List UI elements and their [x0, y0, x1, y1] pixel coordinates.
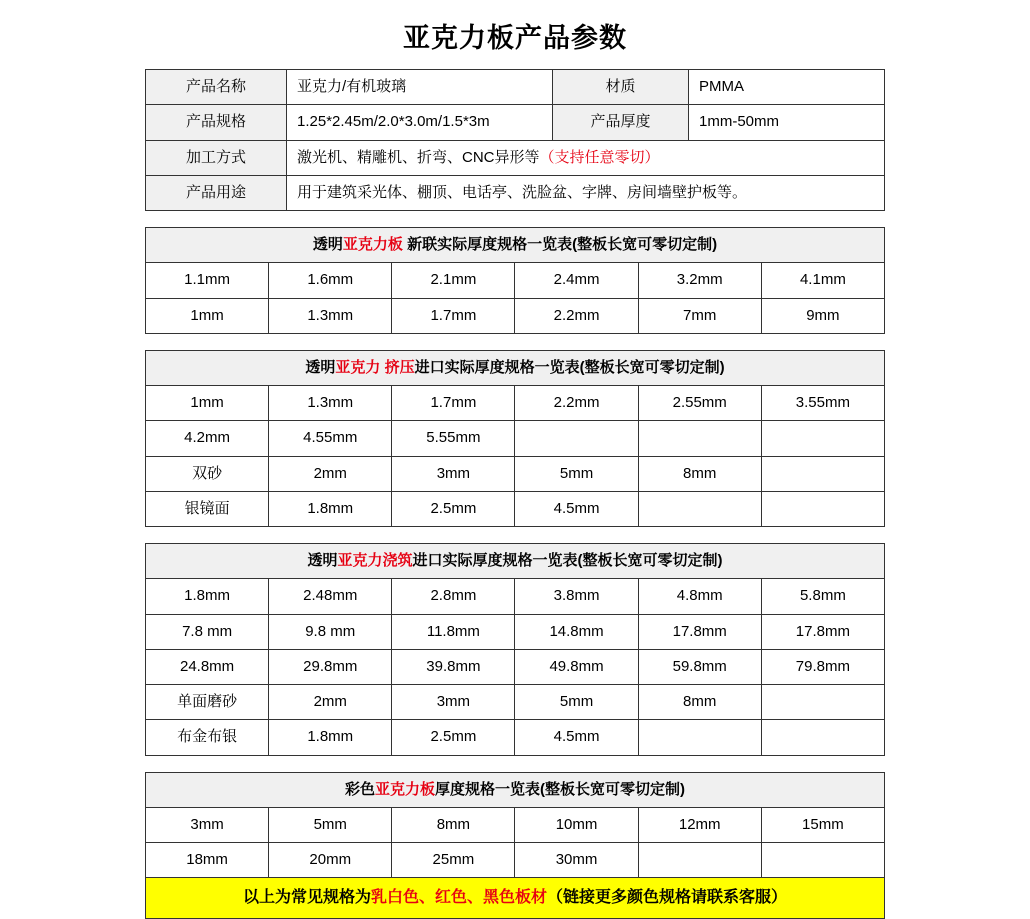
cell: 1.3mm [269, 298, 392, 333]
basic-spec-table [145, 69, 885, 211]
footer-note-row [146, 878, 885, 919]
spec-label-product-size: 产品规格 [146, 105, 287, 140]
cell: 1.8mm [146, 579, 269, 614]
table-row [146, 720, 885, 755]
cell: 3mm [146, 807, 269, 842]
spacer [0, 756, 1030, 772]
cell: 1.7mm [392, 386, 515, 421]
table-row [146, 175, 885, 210]
table-row [146, 70, 885, 105]
cell: 4.2mm [146, 421, 269, 456]
cell: 8mm [392, 807, 515, 842]
table-row [146, 298, 885, 333]
cell: 3.2mm [638, 263, 761, 298]
processing-note: （支持任意零切） [539, 148, 660, 166]
footer-pre: 以上为常见规格为 [242, 889, 371, 907]
table-row [146, 685, 885, 720]
spec-value-material: PMMA [689, 70, 885, 105]
section-header-row [146, 544, 885, 579]
table-row [146, 263, 885, 298]
cell: 7.8 mm [146, 614, 269, 649]
xinlian-block [145, 227, 885, 334]
cell: 11.8mm [392, 614, 515, 649]
cell: 布金布银 [146, 720, 269, 755]
cell: 1.7mm [392, 298, 515, 333]
header-pre: 彩色 [344, 780, 375, 798]
table-row [146, 649, 885, 684]
cell: 4.55mm [269, 421, 392, 456]
cell: 18mm [146, 843, 269, 878]
extruded-table [145, 350, 885, 527]
cell: 4.5mm [515, 720, 638, 755]
cell: 25mm [392, 843, 515, 878]
footer-red: 乳白色、红色、黑色板材 [370, 889, 547, 907]
header-pre: 透明 [312, 236, 343, 253]
cell: 2.2mm [515, 298, 638, 333]
spec-label-thickness: 产品厚度 [553, 105, 689, 140]
cell: 17.8mm [638, 614, 761, 649]
spacer [0, 527, 1030, 543]
header-post: 进口实际厚度规格一览表(整板长宽可零切定制) [414, 358, 725, 376]
cell: 5.8mm [761, 579, 884, 614]
header-post: 厚度规格一览表(整板长宽可零切定制) [435, 780, 686, 798]
cell [638, 720, 761, 755]
spec-value-product-size: 1.25*2.45m/2.0*3.0m/1.5*3m [287, 105, 553, 140]
cell [638, 843, 761, 878]
cell: 5.55mm [392, 421, 515, 456]
footer-post: （链接更多颜色规格请联系客服） [547, 889, 788, 907]
spec-value-product-name: 亚克力/有机玻璃 [287, 70, 553, 105]
table-row [146, 843, 885, 878]
cell: 39.8mm [392, 649, 515, 684]
cell [761, 491, 884, 526]
cell: 29.8mm [269, 649, 392, 684]
cell: 4.8mm [638, 579, 761, 614]
section-header-row [146, 772, 885, 807]
cell [761, 456, 884, 491]
cell: 2.1mm [392, 263, 515, 298]
cell: 59.8mm [638, 649, 761, 684]
cell: 1.1mm [146, 263, 269, 298]
processing-text: 激光机、精雕机、折弯、CNC异形等 [297, 148, 540, 166]
table-row [146, 491, 885, 526]
color-block [145, 772, 885, 919]
cell: 2.8mm [392, 579, 515, 614]
cell: 9mm [761, 298, 884, 333]
section-header-row [146, 228, 885, 263]
cell: 3.8mm [515, 579, 638, 614]
header-red: 亚克力 挤压 [335, 358, 415, 376]
cell: 双砂 [146, 456, 269, 491]
header-red: 亚克力板 [375, 780, 436, 798]
header-mid: 新联 [402, 236, 438, 253]
cell: 4.1mm [761, 263, 884, 298]
header-pre: 透明 [307, 552, 338, 569]
cell: 3mm [392, 685, 515, 720]
cell: 79.8mm [761, 649, 884, 684]
spec-label-usage: 产品用途 [146, 175, 287, 210]
xinlian-header [146, 228, 885, 263]
cell: 1.6mm [269, 263, 392, 298]
cell [515, 421, 638, 456]
footer-note [146, 878, 885, 919]
spec-label-processing: 加工方式 [146, 140, 287, 175]
cell: 2.5mm [392, 720, 515, 755]
cell: 8mm [638, 456, 761, 491]
table-row [146, 386, 885, 421]
cell [761, 720, 884, 755]
xinlian-table [145, 227, 885, 334]
cell [638, 491, 761, 526]
cast-block [145, 543, 885, 756]
cell: 1mm [146, 298, 269, 333]
cell [761, 685, 884, 720]
cell: 30mm [515, 843, 638, 878]
header-post: 实际厚度规格一览表(整板长宽可零切定制) [437, 236, 718, 253]
spec-value-processing [287, 140, 885, 175]
table-row [146, 421, 885, 456]
cell: 5mm [515, 685, 638, 720]
cell: 14.8mm [515, 614, 638, 649]
table-row [146, 614, 885, 649]
cell: 8mm [638, 685, 761, 720]
cell [638, 421, 761, 456]
cell: 1.3mm [269, 386, 392, 421]
cell: 2.4mm [515, 263, 638, 298]
basic-spec-block [145, 69, 885, 211]
header-red: 亚克力板 [342, 236, 403, 253]
spacer [0, 334, 1030, 350]
cell: 1mm [146, 386, 269, 421]
cell: 17.8mm [761, 614, 884, 649]
cell [761, 843, 884, 878]
cell: 20mm [269, 843, 392, 878]
color-header [146, 772, 885, 807]
extruded-header [146, 350, 885, 385]
cell: 3.55mm [761, 386, 884, 421]
cell: 3mm [392, 456, 515, 491]
cell: 银镜面 [146, 491, 269, 526]
cell: 5mm [269, 807, 392, 842]
spec-label-product-name: 产品名称 [146, 70, 287, 105]
cell: 24.8mm [146, 649, 269, 684]
header-post: 进口实际厚度规格一览表(整板长宽可零切定制) [412, 552, 723, 569]
header-pre: 透明 [305, 358, 336, 376]
page-title: 亚克力板产品参数 [403, 23, 627, 53]
spec-label-material: 材质 [553, 70, 689, 105]
cell: 2.2mm [515, 386, 638, 421]
cell: 2mm [269, 456, 392, 491]
table-row [146, 456, 885, 491]
cell: 7mm [638, 298, 761, 333]
cell: 10mm [515, 807, 638, 842]
cell: 9.8 mm [269, 614, 392, 649]
table-row [146, 579, 885, 614]
cast-table [145, 543, 885, 756]
cell: 4.5mm [515, 491, 638, 526]
spec-value-thickness: 1mm-50mm [689, 105, 885, 140]
cell: 2mm [269, 685, 392, 720]
header-red: 亚克力浇筑 [337, 552, 413, 569]
cast-header [146, 544, 885, 579]
cell: 2.48mm [269, 579, 392, 614]
cell: 2.5mm [392, 491, 515, 526]
cell: 单面磨砂 [146, 685, 269, 720]
cell: 1.8mm [269, 491, 392, 526]
cell [761, 421, 884, 456]
spec-value-usage: 用于建筑采光体、棚顶、电话亭、洗脸盆、字牌、房间墙壁护板等。 [287, 175, 885, 210]
cell: 49.8mm [515, 649, 638, 684]
cell: 15mm [761, 807, 884, 842]
section-header-row [146, 350, 885, 385]
cell: 2.55mm [638, 386, 761, 421]
spacer [0, 211, 1030, 227]
cell: 5mm [515, 456, 638, 491]
color-table [145, 772, 885, 919]
extruded-block [145, 350, 885, 527]
cell: 1.8mm [269, 720, 392, 755]
table-row [146, 140, 885, 175]
table-row [146, 105, 885, 140]
cell: 12mm [638, 807, 761, 842]
table-row [146, 807, 885, 842]
